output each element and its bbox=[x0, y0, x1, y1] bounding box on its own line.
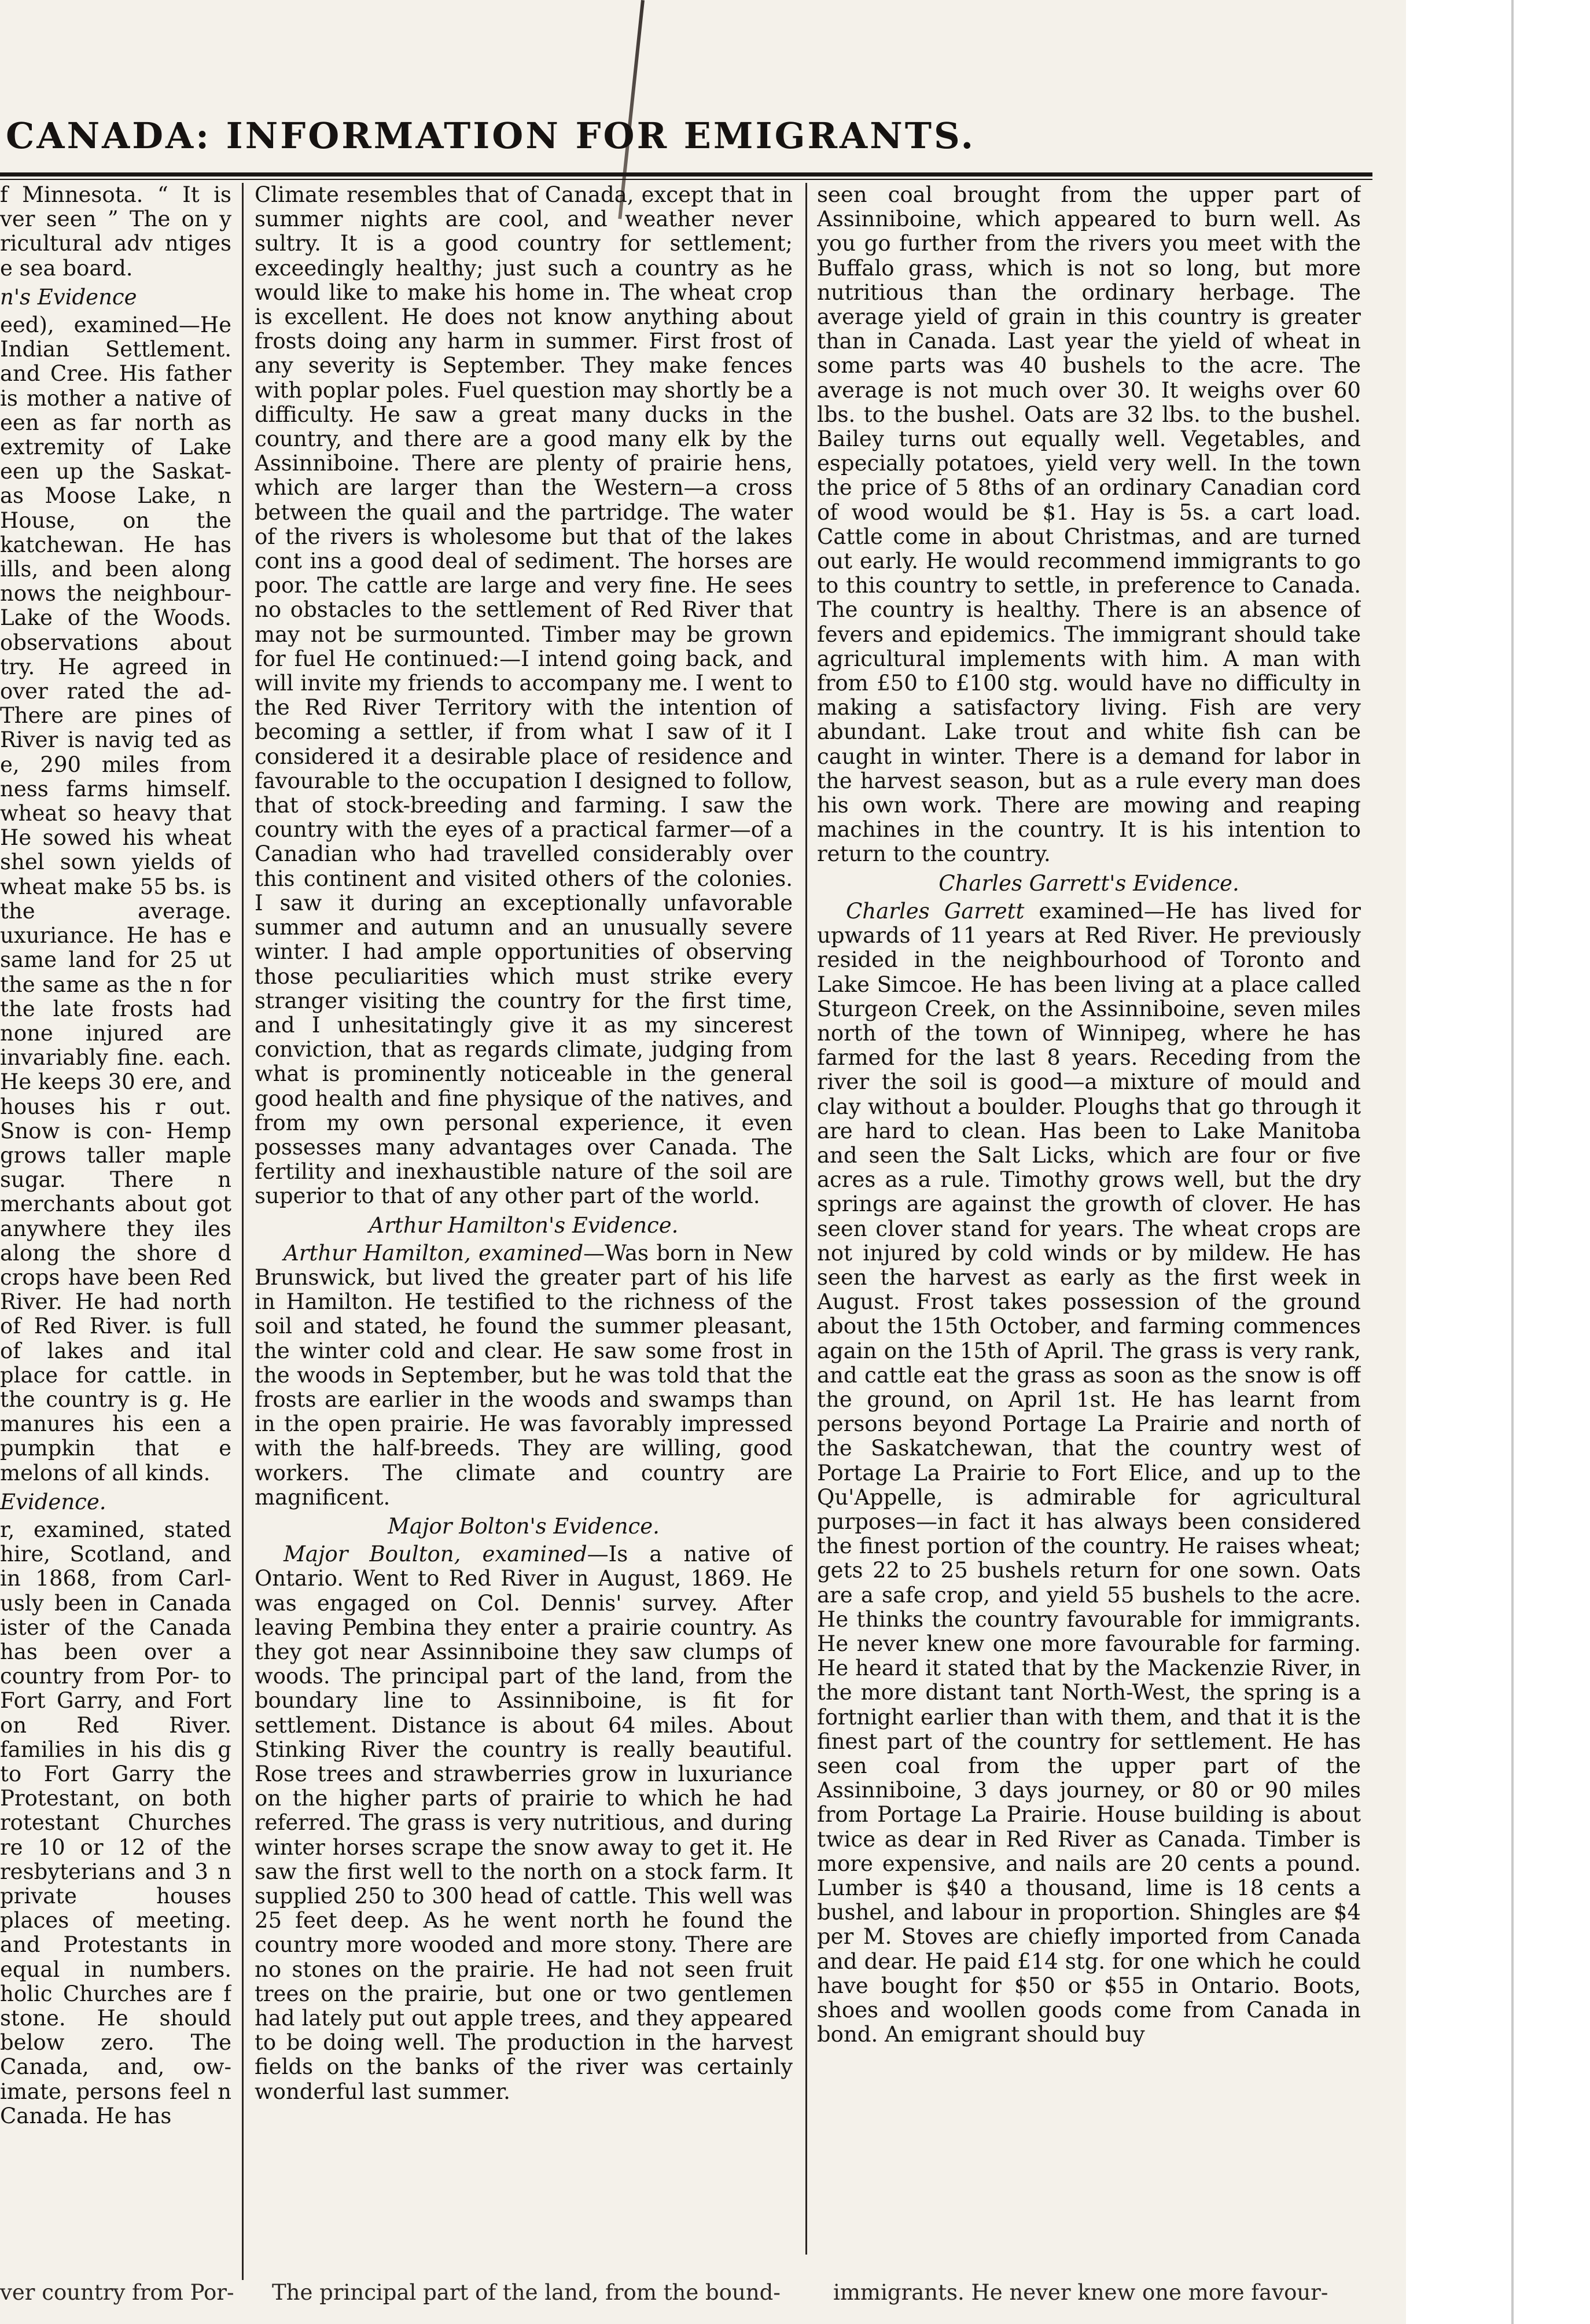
column-middle-paragraph bbox=[255, 1542, 793, 2104]
column-right bbox=[817, 183, 1361, 2255]
column-right-paragraph bbox=[817, 899, 1361, 2047]
column-left-paragraph: r, examined, stated hire, Scotland, and in 1868, from Carl- usly been in Canada ister of the Canada has been over a country from Por- to Fort Garry, and Fort on Red River. families in his dis g to Fort Garry the Protestant, on both rotestant Churches re 10 or 12 of the resbyterians and 3 n private houses places of meeting. and Protestants in equal in numbers. holic Churches are f stone. He should below zero. The Canada, and, ow- imate, persons feel n Canada. He has bbox=[0, 1517, 231, 2128]
column-divider bbox=[242, 183, 244, 2289]
bottom-strip-text: The principal part of the land, from the bound- bbox=[272, 2280, 781, 2305]
paragraph-body: examined—He has lived for upwards of 11 years at Red River. He previously resided in the neighbourhood of Toronto and Lake Simcoe. He has been living at a place called Sturgeon Creek, on the Assinniboine, seven miles north of the town of Winnipeg, where he has farmed for the last 8 years. Receding from the river the soil is good—a mixture of mould and clay without a boulder. Ploughs that go through it are hard to clean. Has been to Lake Manitoba and seen the Salt Licks, which are four or five acres as a rule. Timothy grows well, but the dry springs are against the growth of clover. He has seen clover stand for years. The wheat crops are not injured by cold winds or by mildew. He has seen the harvest as early as the first week in August. Frost takes possession of the ground about the 15th October, and farming commences again on the 15th of April. The grass is very rank, and cattle eat the grass as soon as the snow is off the ground, on April 1st. He has learnt from persons beyond Portage La Prairie and north of the Saskatchewan, that the country west of Portage La Prairie to Fort Elice, and up to the Qu'Appelle, is admirable for agricultural purposes—in fact it has always been considered the finest portion of the country. He raises wheat; gets 22 to 25 bushels return for one sown. Oats are a safe crop, and yield 55 bushels to the acre. He thinks the country favourable for immigrants. He never knew one more favourable for farming. He heard it stated that by the Mackenzie River, in the more distant tant North-West, the spring is a fortnight earlier than with them, and that it is the finest part of the country for settlement. He has seen coal from the upper part of the Assinniboine, 3 days journey, or 80 or 90 miles from Portage La Prairie. House building is about twice as dear in Red River as Canada. Timber is more expensive, and nails are 20 cents a pound. Lumber is $40 a thousand, lime is 18 cents a bushel, and labour in proportion. Shingles are $4 per M. Stoves are chiefly imported from Canada and dear. He paid £14 stg. for one which he could have bought for $50 or $55 in Ontario. Boots, shoes and woollen goods come from Canada in bond. An emigrant should buy bbox=[817, 898, 1361, 2047]
paragraph-body: —Is a native of Ontario. Went to Red River in August, 1869. He was engaged on Col. Dennis' survey. After leaving Pembina they enter a prairie country. As they got near Assinniboine they saw clumps of woods. The principal part of the land, from the boundary line to Assinniboine, is fit for settlement. Distance is about 64 miles. About Stinking River the country is really beautiful. Rose trees and strawberries grow in luxuriance on the higher parts of prairie to which he had referred. The grass is very nutritious, and during winter horses scrape the snow away to get it. He saw the first well to the north on a stock farm. It supplied 250 to 300 head of cattle. This well was 25 feet deep. As he went north he found the country more wooded and more stony. There are no stones on the prairie. He had not seen fruit trees on the prairie, but one or two gentlemen had lately put out apple trees, and they appeared to be doing well. The production in the harvest fields on the banks of the river was certainly wonderful last summer. bbox=[255, 1542, 793, 2104]
column-left-heading: n's Evidence bbox=[0, 284, 137, 310]
scan-margin bbox=[1406, 0, 1590, 2324]
column-middle bbox=[255, 183, 793, 2289]
scan-margin-line bbox=[1511, 0, 1514, 2324]
bottom-bleed-strip bbox=[0, 2280, 1406, 2324]
evidence-heading-major-bolton: Major Bolton's Evidence. bbox=[388, 1513, 660, 1539]
evidence-heading-arthur-hamilton: Arthur Hamilton's Evidence. bbox=[369, 1212, 679, 1238]
evidence-heading-charles-garrett: Charles Garrett's Evidence. bbox=[938, 870, 1239, 896]
column-left-paragraph: eed), examined—He Indian Settlement. and Cree. His father is mother a native of een as far north as extremity of Lake een up the Saskat- as Moose Lake, n House, on the katchewan. He has ills, and been along nows the neighbour- Lake of the Woods. observations about try. He agreed in over rated the ad- There are pines of River is navig ted as e, 290 miles from ness farms himself. wheat so heavy that He sowed his wheat shel sown yields of wheat make 55 bs. is the average. uxuriance. He has e same land for 25 ut the same as the n for the late frosts had none injured are invariably fine. each. He keeps 30 ere, and houses his r out. Snow is con- Hemp grows taller maple sugar. There n merchants about got anywhere they iles along the shore d crops have been Red River. He had north of Red River. is full of lakes and ital place for cattle. in the country is g. He manures his een a pumpkin that e melons of all kinds. bbox=[0, 312, 231, 1485]
bottom-strip-text: immigrants. He never knew one more favour- bbox=[833, 2280, 1328, 2305]
title-rule-thick bbox=[0, 172, 1372, 176]
column-right-paragraph: seen coal brought from the upper part of Assinniboine, which appeared to burn well. As you go further from the rivers you meet with the Buffalo grass, which is not so long, but more nutritious than the ordinary herbage. The average yield of grain in this country is greater than in Canada. Last year the yield of wheat in some parts was 40 bushels to the acre. The average is not much over 30. It weighs over 60 lbs. to the bushel. Oats are 32 lbs. to the bushel. Bailey turns out equally well. Vegetables, and especially potatoes, yield very well. In the town the price of 5 8ths of an ordinary Canadian cord of wood would be $1. Hay is 5s. a cart load. Cattle come in about Christmas, and are turned out early. He would recommend immigrants to go to this country to settle, in preference to Canada. The country is healthy. There is an absence of fevers and epidemics. The immigrant should take agricultural implements with him. A man with from £50 to £100 stg. would have no difficulty in making a satisfactory living. Fish are very abundant. Lake trout and white fish can be caught in winter. There is a demand for labor in the harvest season, but as a rule every man does his own work. There are mowing and reaping machines in the country. It is his intention to return to the country. bbox=[817, 183, 1361, 867]
page-title: CANADA: INFORMATION FOR EMIGRANTS. bbox=[6, 115, 976, 157]
title-rule-thin bbox=[0, 179, 1372, 180]
paragraph-body: —Was born in New Brunswick, but lived the greater part of his life in Hamilton. He testified to the richness of the soil and stated, he found the summer pleasant, the winter cold and clear. He saw some frost in the woods in September, but he was told that the frosts are earlier in the woods and swamps than in the open prairie. He was favorably impressed with the half-breeds. They are willing, good workers. The climate and country are magnificent. bbox=[255, 1240, 793, 1510]
witness-name: Arthur Hamilton, examined bbox=[284, 1240, 584, 1266]
column-divider bbox=[805, 183, 807, 2255]
column-left-heading: Evidence. bbox=[0, 1489, 106, 1514]
column-middle-paragraph: Climate resembles that of Canada, except that in summer nights are cool, and weather never sultry. It is a good country for settlement; exceedingly healthy; just such a country as he would like to make his home in. The wheat crop is excellent. He does not know anything about frosts doing any harm in summer. First frost of any severity is September. They make fences with poplar poles. Fuel question may shortly be a difficulty. He saw a great many ducks in the country, and there are a good many elk by the Assinniboine. There are plenty of prairie hens, which are larger than the Western—a cross between the quail and the partridge. The water of the rivers is wholesome but that of the lakes cont ins a good deal of sediment. The horses are poor. The cattle are large and very fine. He sees no obstacles to the settlement of Red River that may not be surmounted. Timber may be grown for fuel He continued:—I intend going back, and will invite my friends to accompany me. I went to the Red River Territory with the intention of becoming a settler, if from what I saw of it I considered it a desirable place of residence and favourable to the occupation I designed to follow, that of stock-breeding and farming. I saw the country with the eyes of a practical farmer—of a Canadian who had travelled considerably over this continent and visited others of the colonies. I saw it during an exceptionally unfavorable summer and autumn and an unusually severe winter. I had ample opportunities of observing those peculiarities which must strike every stranger visiting the country for the first time, and I unhesitatingly give it as my sincerest conviction, that as regards climate, judging from what is prominently noticeable in the general good health and fine physique of the natives, and from my own personal experience, it even possesses many advantages over Canada. The fertility and inexhaustible nature of the soil are superior to that of any other part of the world. bbox=[255, 183, 793, 1209]
column-left bbox=[0, 183, 231, 2289]
column-middle-paragraph bbox=[255, 1241, 793, 1510]
witness-name: Charles Garrett bbox=[846, 898, 1025, 924]
bottom-strip-text: ver country from Por- bbox=[0, 2280, 234, 2305]
column-left-paragraph: f Minnesota. “ It is ver seen ” The on y ricultural adv ntiges e sea board. bbox=[0, 183, 231, 281]
witness-name: Major Boulton, examined bbox=[284, 1542, 587, 1567]
